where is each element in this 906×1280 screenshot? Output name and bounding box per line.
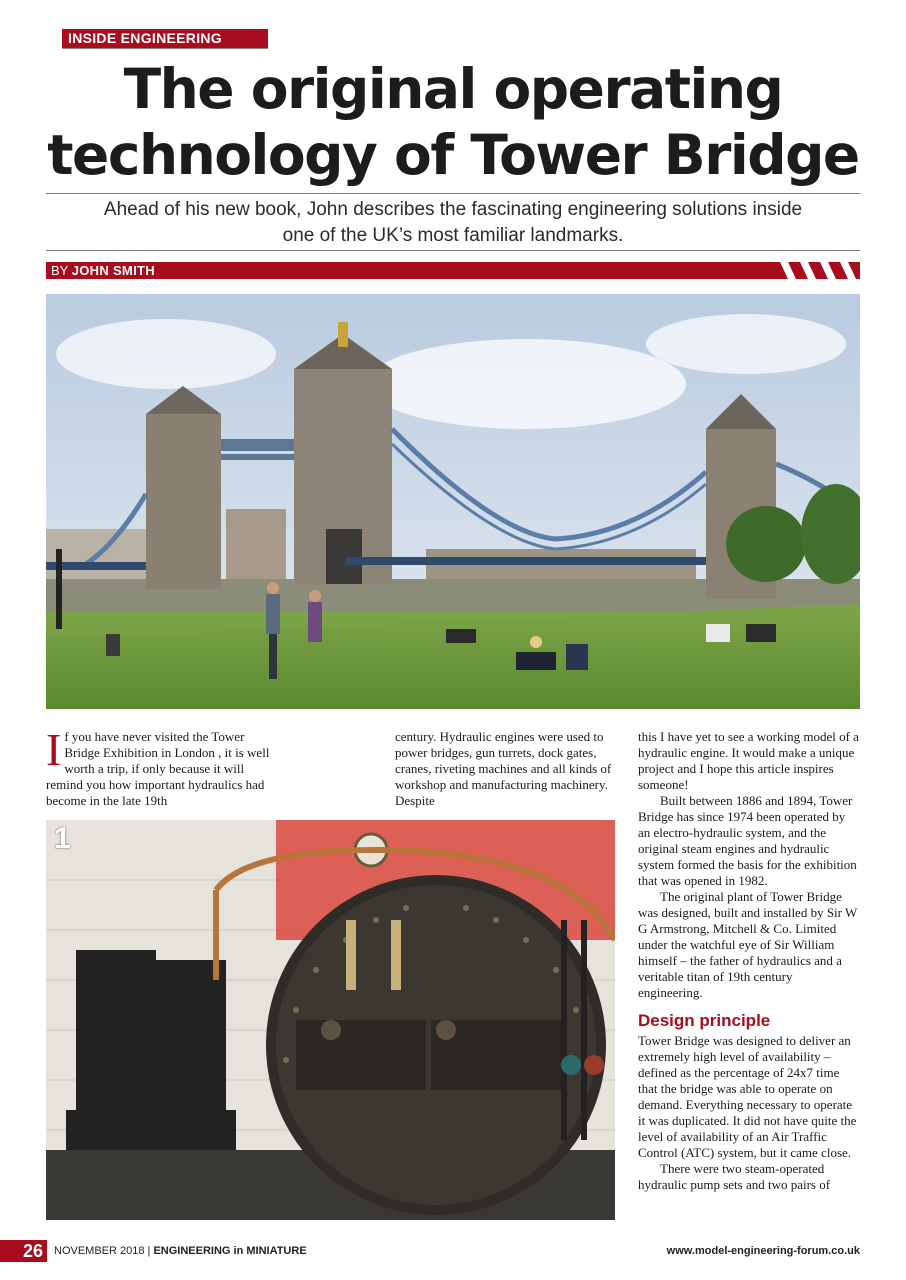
drop-cap: I [46,724,62,775]
title-rule [46,193,860,194]
subhead-design-principle: Design principle [638,1011,771,1030]
issue-info [54,1244,307,1258]
slash-decoration [776,262,856,279]
body-column-2 [395,729,615,809]
standfirst-line-2: one of the UK’s most familiar landmarks. [282,225,624,246]
col2-text: century. Hydraulic engines were used to power bridges, gun turrets, dock gates, cranes, riveting machines and all kinds of workshop and manufacturing machinery. Despite [395,729,612,808]
magazine-name: ENGINEERING in MINIATURE [153,1245,307,1257]
body-column-3 [638,729,860,1193]
page-number: 26 [0,1240,47,1262]
col3-paragraph-3: The original plant of Tower Bridge was designed, built and installed by Sir W G Armstrong, Mitchell & Co. Limited under the watchful eye of Sir William himself – the father of hydraulics and a veritable titan of 19th century engineering. [638,889,858,1000]
standfirst [46,197,860,249]
section-kicker: INSIDE ENGINEERING [62,29,268,48]
title-line-2: technology of Tower Bridge [47,123,859,187]
title-line-1: The original operating [123,57,783,121]
col1-text: f you have never visited the Tower Bridge Exhibition in London , it is well worth a trip, if only because it will remind you how important hydraulics had become in the late 19th [46,729,270,808]
col3-paragraph-5: There were two steam-operated hydraulic pump sets and two pairs of [638,1161,831,1192]
article-title [20,56,886,188]
boiler-room-photo [46,820,615,1220]
standfirst-line-1: Ahead of his new book, John describes the fascinating engineering solutions inside [103,199,803,220]
author-name: JOHN SMITH [71,263,155,278]
page-footer [0,1240,906,1262]
tower-bridge-photo [46,294,860,709]
kicker-rule [62,48,268,49]
figure-number: 1 [54,822,71,855]
website-url: www.model-engineering-forum.co.uk [666,1245,860,1257]
col3-paragraph-1: this I have yet to see a working model of a hydraulic engine. It would make a unique project and I hope this article inspires someone! [638,729,859,792]
byline-prefix: BY [51,263,69,278]
col3-paragraph-4: Tower Bridge was designed to deliver an extremely high level of availability – defined as the percentage of 24x7 time that the bridge was able to operate on demand. Everything necessary to operate it was duplicated. It did not have quite the level of availability of an Air Traffic Control (ATC) system, but it came close. [638,1033,857,1160]
body-column-1 [46,724,272,809]
byline [46,262,860,279]
col3-paragraph-2: Built between 1886 and 1894, Tower Bridge has since 1974 been operated by an electro-hydraulic system, and the original steam engines and hydraulic system formed the basis for the exhibition that was opened in 1982. [638,793,857,888]
issue-date: NOVEMBER 2018 | [54,1245,151,1257]
standfirst-rule [46,250,860,251]
